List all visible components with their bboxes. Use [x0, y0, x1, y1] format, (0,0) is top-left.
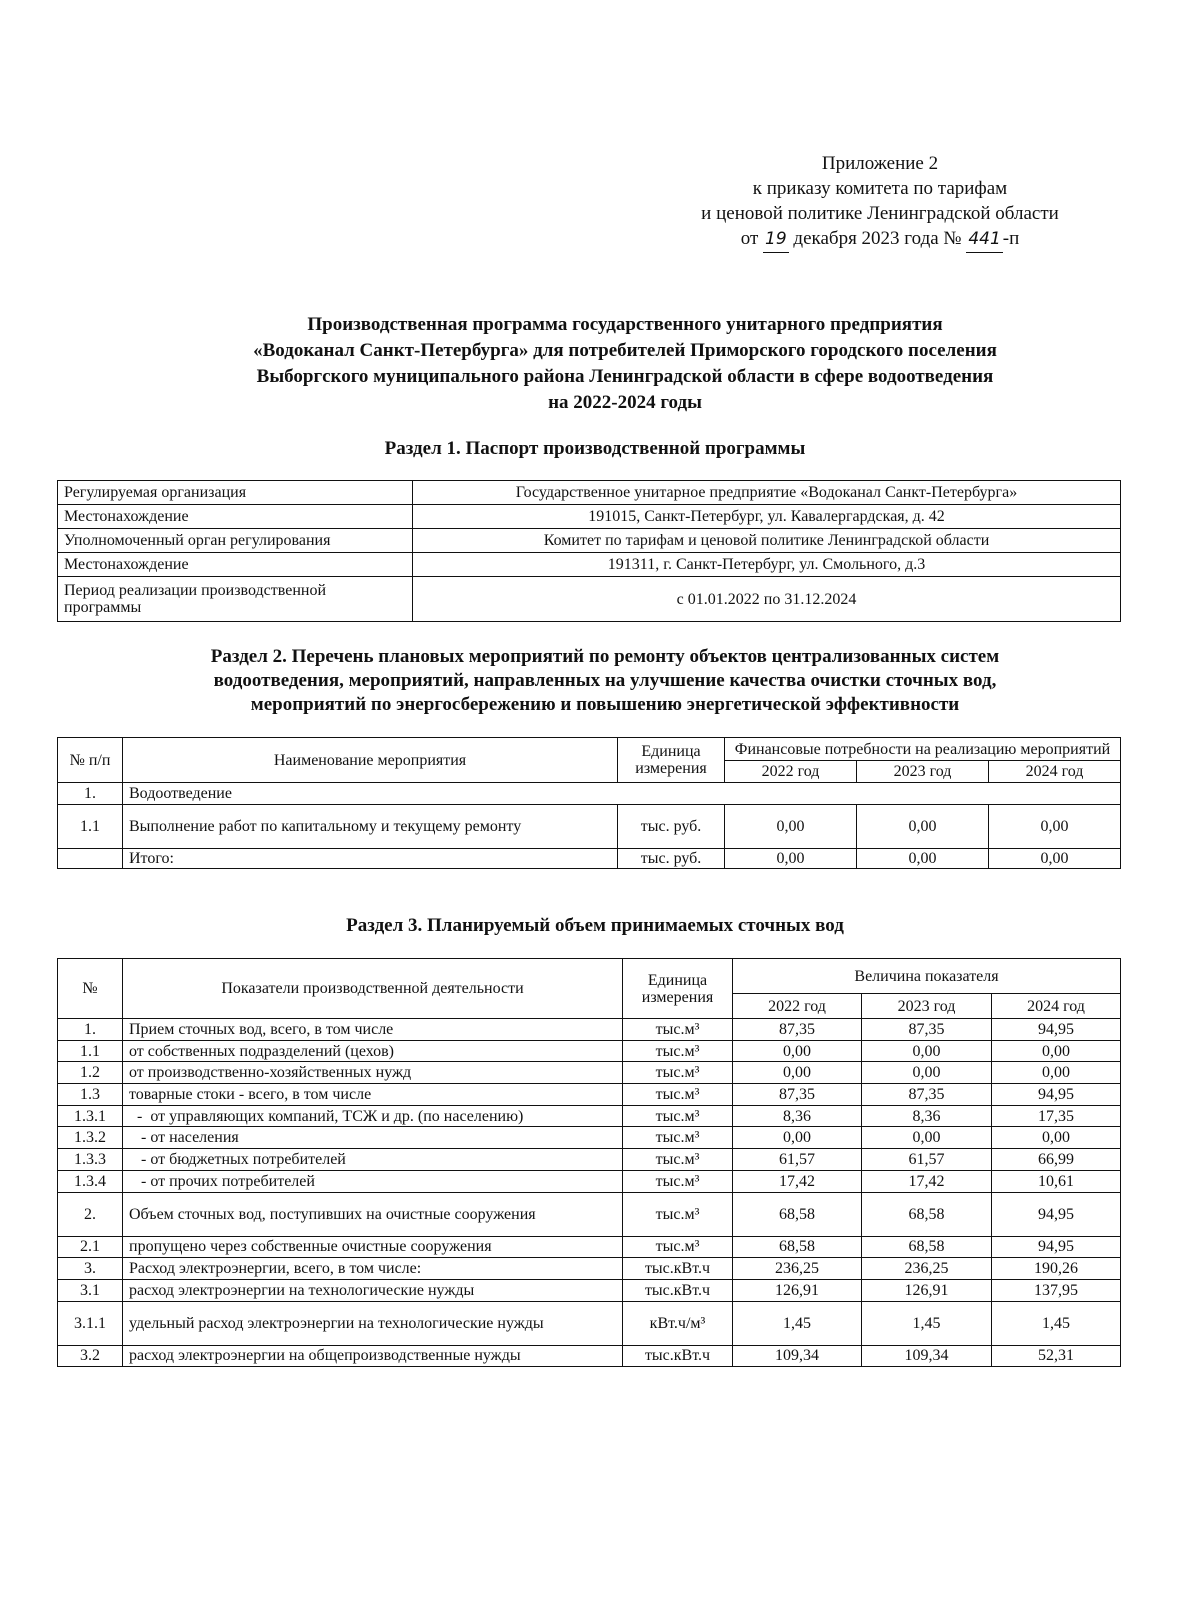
row-value: 94,95 — [992, 1084, 1121, 1106]
appendix-date: от 19 декабря 2023 года № 441 -п — [640, 226, 1120, 253]
passport-value: Комитет по тарифам и ценовой политике Ленинградской области — [413, 529, 1121, 553]
row-value: 109,34 — [862, 1345, 992, 1367]
row-value: 68,58 — [733, 1192, 862, 1236]
row-name: - от управляющих компаний, ТСЖ и др. (по населению) — [123, 1105, 623, 1127]
row-name: Выполнение работ по капитальному и текущему ремонту — [123, 805, 618, 849]
row-value: 10,61 — [992, 1170, 1121, 1192]
row-unit: тыс.м³ — [623, 1192, 733, 1236]
table-row — [58, 1149, 1121, 1171]
row-unit: тыс.кВт.ч — [623, 1279, 733, 1301]
col-header-year: 2022 год — [733, 994, 862, 1019]
row-name: - от бюджетных потребителей — [123, 1149, 623, 1171]
row-unit: тыс. руб. — [618, 805, 725, 849]
row-unit: тыс. руб. — [618, 849, 725, 869]
row-no: 2. — [58, 1192, 123, 1236]
col-header-unit: Единица измерения — [618, 738, 725, 783]
col-header-unit: Единица измерения — [623, 959, 733, 1019]
row-no: 1.3.1 — [58, 1105, 123, 1127]
row-value: 68,58 — [862, 1236, 992, 1258]
table-row — [58, 805, 1121, 849]
row-value: 0,00 — [733, 1040, 862, 1062]
appendix-header — [640, 151, 1120, 253]
table-row — [58, 1236, 1121, 1258]
row-no — [58, 849, 123, 869]
appendix-line3: и ценовой политике Ленинградской области — [701, 203, 1059, 224]
col-header-year: 2022 год — [725, 761, 857, 783]
row-value: 0,00 — [733, 1127, 862, 1149]
row-unit: тыс.м³ — [623, 1040, 733, 1062]
row-name: Расход электроэнергии, всего, в том числе: — [123, 1258, 623, 1280]
row-value: 1,45 — [992, 1301, 1121, 1345]
row-value: 68,58 — [862, 1192, 992, 1236]
table-row — [58, 1301, 1121, 1345]
row-unit: тыс.м³ — [623, 1105, 733, 1127]
col-header-value: Величина показателя — [733, 959, 1121, 994]
group-name: Водоотведение — [123, 783, 1121, 805]
row-no: 1.1 — [58, 1040, 123, 1062]
row-name: товарные стоки - всего, в том числе — [123, 1084, 623, 1106]
row-value: 66,99 — [992, 1149, 1121, 1171]
row-value: 94,95 — [992, 1236, 1121, 1258]
table-row — [58, 1170, 1121, 1192]
row-value: 94,95 — [992, 1019, 1121, 1041]
row-value: 94,95 — [992, 1192, 1121, 1236]
document-title — [80, 312, 1170, 416]
row-no: 1.3.3 — [58, 1149, 123, 1171]
passport-row — [58, 577, 1121, 622]
row-no: 1.2 — [58, 1062, 123, 1084]
col-header-year: 2023 год — [857, 761, 989, 783]
row-name: пропущено через собственные очистные сооружения — [123, 1236, 623, 1258]
table-row — [58, 1062, 1121, 1084]
handwritten-day: 19 — [763, 227, 789, 253]
passport-row — [58, 505, 1121, 529]
row-value: 8,36 — [733, 1105, 862, 1127]
passport-value: с 01.01.2022 по 31.12.2024 — [413, 577, 1121, 622]
row-name: от собственных подразделений (цехов) — [123, 1040, 623, 1062]
table-row — [58, 1127, 1121, 1149]
row-value: 126,91 — [862, 1279, 992, 1301]
row-no: 1.3.2 — [58, 1127, 123, 1149]
row-unit: тыс.м³ — [623, 1019, 733, 1041]
table-row — [58, 1279, 1121, 1301]
table-row — [58, 1192, 1121, 1236]
measures-table — [57, 737, 1121, 869]
table-row — [58, 1019, 1121, 1041]
row-unit: тыс.м³ — [623, 1170, 733, 1192]
row-unit: тыс.кВт.ч — [623, 1258, 733, 1280]
row-name: расход электроэнергии на общепроизводственные нужды — [123, 1345, 623, 1367]
row-value: 0,00 — [862, 1062, 992, 1084]
section3-heading: Раздел 3. Планируемый объем принимаемых сточных вод — [346, 915, 844, 936]
heading-line: мероприятий по энергосбережению и повышению энергетической эффективности — [250, 694, 960, 715]
row-unit: тыс.м³ — [623, 1236, 733, 1258]
row-value: 0,00 — [862, 1127, 992, 1149]
row-unit: тыс.м³ — [623, 1062, 733, 1084]
table-row — [58, 849, 1121, 869]
row-value: 87,35 — [862, 1084, 992, 1106]
row-value: 1,45 — [862, 1301, 992, 1345]
passport-row — [58, 553, 1121, 577]
heading-line: Раздел 2. Перечень плановых мероприятий по ремонту объектов централизованных систем — [210, 646, 1000, 667]
row-value: 0,00 — [862, 1040, 992, 1062]
row-name: Объем сточных вод, поступивших на очистные сооружения — [123, 1192, 623, 1236]
row-value: 0,00 — [857, 805, 989, 849]
row-value: 0,00 — [989, 849, 1121, 869]
row-value: 0,00 — [989, 805, 1121, 849]
passport-row — [58, 529, 1121, 553]
row-value: 0,00 — [992, 1040, 1121, 1062]
col-header-finance: Финансовые потребности на реализацию мероприятий — [725, 738, 1121, 761]
table-row — [58, 1105, 1121, 1127]
row-no: 3. — [58, 1258, 123, 1280]
row-value: 236,25 — [733, 1258, 862, 1280]
row-no: 2.1 — [58, 1236, 123, 1258]
row-name: - от населения — [123, 1127, 623, 1149]
passport-value: Государственное унитарное предприятие «Водоканал Санкт-Петербурга» — [413, 481, 1121, 505]
row-value: 87,35 — [733, 1019, 862, 1041]
group-no: 1. — [58, 783, 123, 805]
table-row — [58, 1345, 1121, 1367]
table-row — [58, 1040, 1121, 1062]
row-unit: тыс.кВт.ч — [623, 1345, 733, 1367]
col-header-name: Показатели производственной деятельности — [123, 959, 623, 1019]
row-value: 87,35 — [733, 1084, 862, 1106]
title-line: «Водоканал Санкт-Петербурга» для потребителей Приморского городского поселения — [253, 340, 997, 361]
col-header-year: 2024 год — [989, 761, 1121, 783]
col-header-name: Наименование мероприятия — [123, 738, 618, 783]
col-header-year: 2023 год — [862, 994, 992, 1019]
row-no: 3.1 — [58, 1279, 123, 1301]
row-no: 3.1.1 — [58, 1301, 123, 1345]
passport-value: 191311, г. Санкт-Петербург, ул. Смольного, д.3 — [413, 553, 1121, 577]
row-value: 137,95 — [992, 1279, 1121, 1301]
passport-label: Уполномоченный орган регулирования — [58, 529, 413, 553]
row-value: 236,25 — [862, 1258, 992, 1280]
row-value: 109,34 — [733, 1345, 862, 1367]
col-header-year: 2024 год — [992, 994, 1121, 1019]
heading-line: водоотведения, мероприятий, направленных на улучшение качества очистки сточных вод, — [213, 670, 997, 691]
title-line: Выборгского муниципального района Ленинградской области в сфере водоотведения — [256, 366, 994, 387]
passport-label: Период реализации производственной программы — [58, 577, 413, 622]
row-value: 87,35 — [862, 1019, 992, 1041]
row-no: 1. — [58, 1019, 123, 1041]
row-name: удельный расход электроэнергии на технологические нужды — [123, 1301, 623, 1345]
row-value: 68,58 — [733, 1236, 862, 1258]
row-no: 1.1 — [58, 805, 123, 849]
wastewater-volume-table — [57, 958, 1121, 1367]
table-row — [58, 1258, 1121, 1280]
row-no: 1.3 — [58, 1084, 123, 1106]
row-value: 61,57 — [733, 1149, 862, 1171]
row-name: расход электроэнергии на технологические нужды — [123, 1279, 623, 1301]
row-name: Итого: — [123, 849, 618, 869]
section2-heading — [70, 645, 1140, 717]
row-value: 0,00 — [733, 1062, 862, 1084]
handwritten-number: 441 — [966, 227, 1002, 253]
col-header-no: № — [58, 959, 123, 1019]
title-line: Производственная программа государственного унитарного предприятия — [307, 314, 943, 335]
row-value: 8,36 — [862, 1105, 992, 1127]
row-value: 52,31 — [992, 1345, 1121, 1367]
row-unit: кВт.ч/м³ — [623, 1301, 733, 1345]
row-value: 17,42 — [733, 1170, 862, 1192]
row-value: 190,26 — [992, 1258, 1121, 1280]
row-value: 0,00 — [725, 805, 857, 849]
title-line: на 2022-2024 годы — [548, 392, 702, 413]
row-name: от производственно-хозяйственных нужд — [123, 1062, 623, 1084]
row-name: Прием сточных вод, всего, в том числе — [123, 1019, 623, 1041]
row-name: - от прочих потребителей — [123, 1170, 623, 1192]
section1-heading: Раздел 1. Паспорт производственной программы — [384, 438, 806, 459]
row-value: 126,91 — [733, 1279, 862, 1301]
row-value: 17,35 — [992, 1105, 1121, 1127]
appendix-title: Приложение 2 — [821, 153, 939, 174]
passport-table — [57, 480, 1121, 622]
col-header-no: № п/п — [58, 738, 123, 783]
row-value: 61,57 — [862, 1149, 992, 1171]
row-value: 1,45 — [733, 1301, 862, 1345]
passport-label: Местонахождение — [58, 553, 413, 577]
row-unit: тыс.м³ — [623, 1149, 733, 1171]
row-no: 1.3.4 — [58, 1170, 123, 1192]
row-no: 3.2 — [58, 1345, 123, 1367]
row-value: 0,00 — [992, 1062, 1121, 1084]
row-value: 0,00 — [857, 849, 989, 869]
row-value: 0,00 — [725, 849, 857, 869]
passport-label: Регулируемая организация — [58, 481, 413, 505]
row-unit: тыс.м³ — [623, 1127, 733, 1149]
passport-row — [58, 481, 1121, 505]
row-value: 17,42 — [862, 1170, 992, 1192]
passport-value: 191015, Санкт-Петербург, ул. Кавалергардская, д. 42 — [413, 505, 1121, 529]
passport-label: Местонахождение — [58, 505, 413, 529]
row-value: 0,00 — [992, 1127, 1121, 1149]
row-unit: тыс.м³ — [623, 1084, 733, 1106]
appendix-line2: к приказу комитета по тарифам — [752, 178, 1008, 199]
table-row — [58, 1084, 1121, 1106]
